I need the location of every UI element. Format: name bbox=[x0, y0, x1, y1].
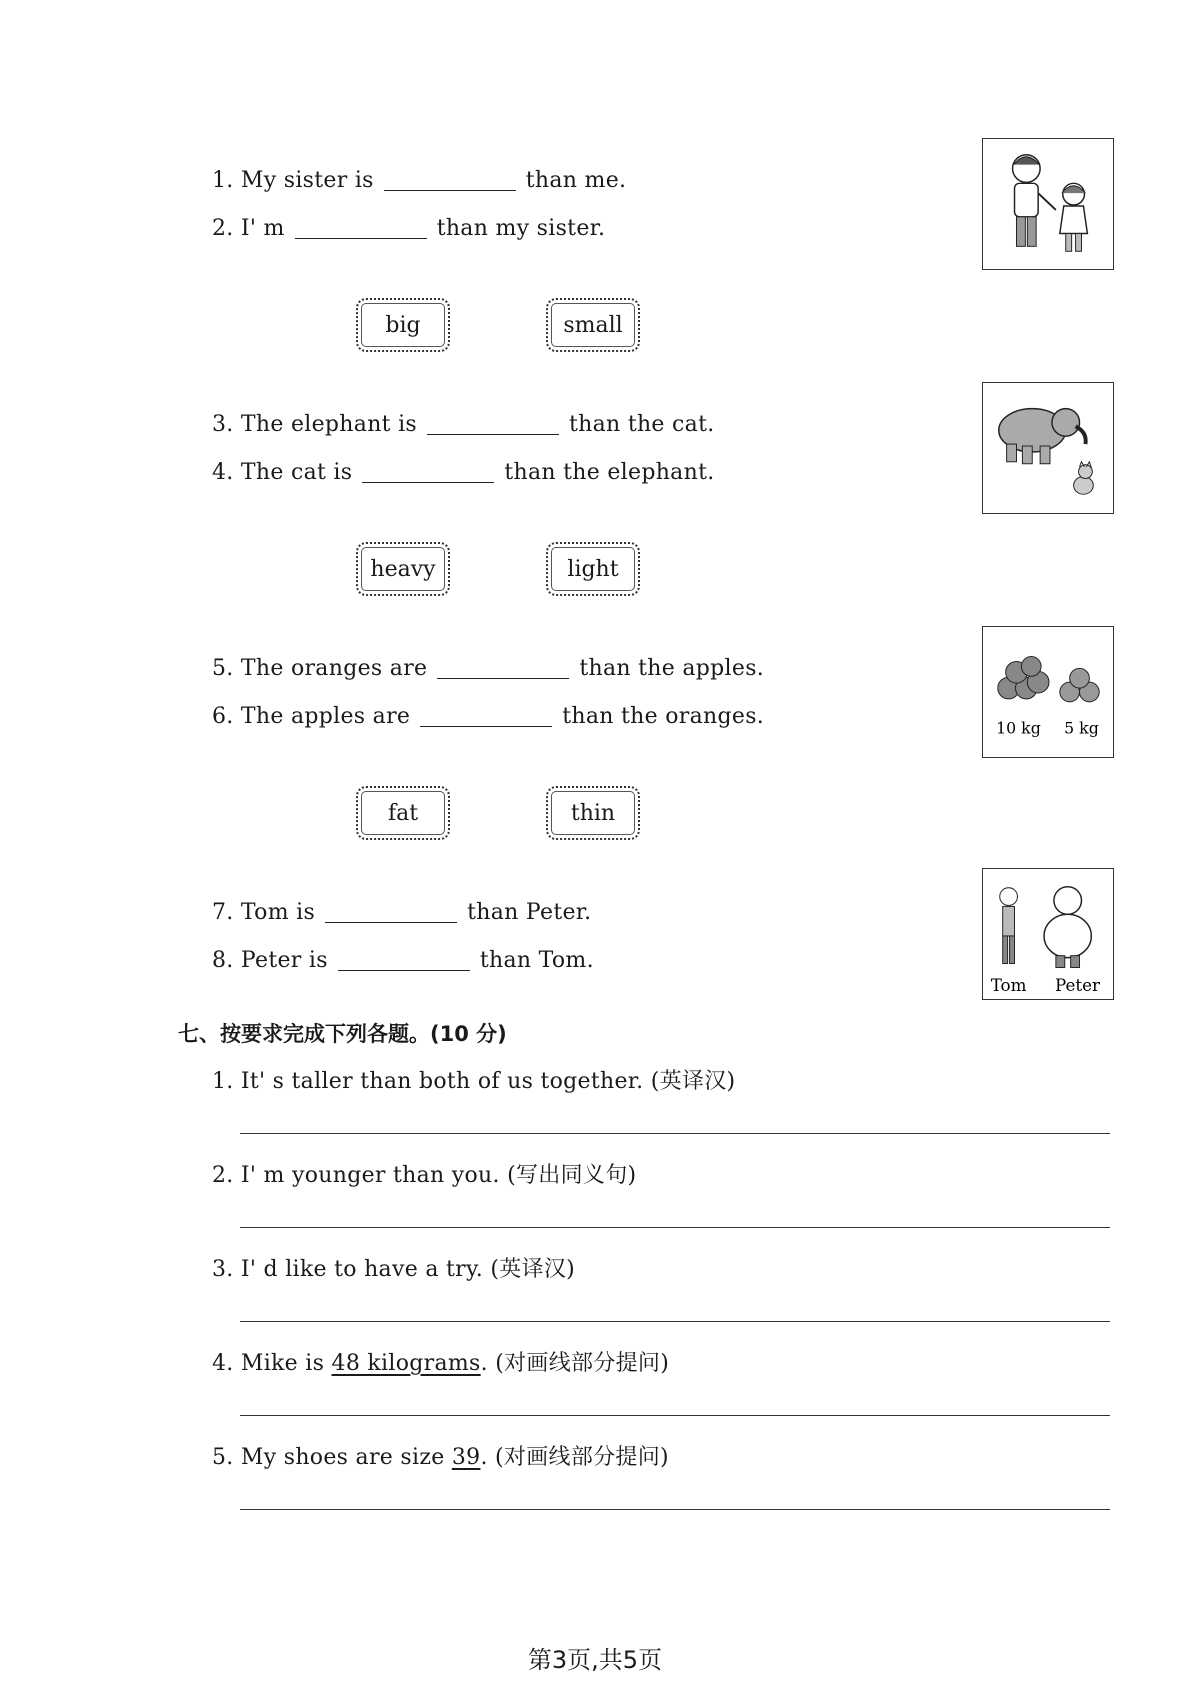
sentence-text: than me. bbox=[525, 168, 627, 193]
sentence-text: Peter is bbox=[240, 948, 328, 973]
word-option: fat bbox=[387, 800, 419, 826]
tom-peter-illustration bbox=[983, 869, 1113, 999]
sentence-text: Tom is bbox=[240, 900, 316, 925]
answer-line[interactable] bbox=[240, 1226, 1110, 1228]
answer-blank[interactable] bbox=[420, 725, 552, 727]
task-5 bbox=[212, 1440, 669, 1471]
children-picture bbox=[982, 138, 1114, 270]
word-box-big bbox=[356, 298, 450, 352]
answer-blank[interactable] bbox=[427, 433, 559, 435]
task-hint: (英译汉) bbox=[490, 1257, 576, 1282]
page-footer: 第3页,共5页 bbox=[527, 1646, 663, 1674]
person-label: Peter bbox=[1055, 975, 1101, 996]
item-number: 4. bbox=[212, 1351, 234, 1376]
animals-picture bbox=[982, 382, 1114, 514]
task-hint: (写出同义句) bbox=[507, 1163, 637, 1188]
answer-blank[interactable] bbox=[384, 189, 516, 191]
sentence-text: My sister is bbox=[240, 168, 374, 193]
answer-blank[interactable] bbox=[437, 677, 569, 679]
task-hint: (对画线部分提问) bbox=[495, 1351, 670, 1376]
word-box-fat bbox=[356, 786, 450, 840]
task-2 bbox=[212, 1158, 636, 1189]
sentence-text: than Tom. bbox=[479, 948, 594, 973]
sentence-5 bbox=[212, 656, 764, 681]
answer-line[interactable] bbox=[240, 1320, 1110, 1322]
sentence-text: The oranges are bbox=[240, 656, 428, 681]
sentence-text: The cat is bbox=[240, 460, 353, 485]
task-hint: (对画线部分提问) bbox=[495, 1445, 669, 1470]
sentence-text: than the cat. bbox=[569, 412, 715, 437]
item-number: 8. bbox=[212, 948, 234, 973]
sentence-4 bbox=[212, 460, 715, 485]
fruit-weight-label: 5 kg bbox=[1064, 718, 1099, 738]
item-number: 1. bbox=[212, 168, 234, 193]
task-text: I' m younger than you. bbox=[240, 1163, 500, 1188]
task-text: I' d like to have a try. bbox=[240, 1257, 484, 1282]
item-number: 5. bbox=[212, 656, 234, 681]
person-label: Tom bbox=[990, 975, 1027, 996]
sentence-text: than my sister. bbox=[436, 216, 606, 241]
sentence-1 bbox=[212, 168, 626, 193]
item-number: 6. bbox=[212, 704, 234, 729]
task-1 bbox=[212, 1064, 735, 1095]
fruit-picture bbox=[982, 626, 1114, 758]
word-option: heavy bbox=[370, 556, 436, 582]
people-picture bbox=[982, 868, 1114, 1000]
underlined-part: 48 kilograms bbox=[331, 1351, 481, 1376]
answer-line[interactable] bbox=[240, 1132, 1110, 1134]
sentence-6 bbox=[212, 704, 764, 729]
answer-line[interactable] bbox=[240, 1508, 1110, 1510]
answer-blank[interactable] bbox=[362, 481, 494, 483]
sentence-text: than the elephant. bbox=[504, 460, 715, 485]
answer-line[interactable] bbox=[240, 1414, 1110, 1416]
item-number: 5. bbox=[212, 1445, 234, 1470]
answer-blank[interactable] bbox=[295, 237, 427, 239]
sentence-2 bbox=[212, 216, 605, 241]
word-box-heavy bbox=[356, 542, 450, 596]
task-text: My shoes are size bbox=[240, 1445, 445, 1470]
task-4 bbox=[212, 1346, 669, 1377]
word-option: light bbox=[567, 556, 619, 582]
item-number: 2. bbox=[212, 216, 234, 241]
word-box-thin bbox=[546, 786, 640, 840]
underlined-part: 39 bbox=[451, 1445, 481, 1470]
item-number: 7. bbox=[212, 900, 234, 925]
fruit-weight-label: 10 kg bbox=[996, 718, 1041, 738]
sentence-text: than the oranges. bbox=[562, 704, 765, 729]
sentence-text: than the apples. bbox=[579, 656, 765, 681]
word-box-small bbox=[546, 298, 640, 352]
sentence-8 bbox=[212, 948, 594, 973]
task-3 bbox=[212, 1252, 575, 1283]
apples-oranges-illustration bbox=[983, 627, 1113, 757]
item-number: 3. bbox=[212, 412, 234, 437]
task-text: It' s taller than both of us together. bbox=[240, 1069, 644, 1094]
item-number: 2. bbox=[212, 1163, 234, 1188]
sentence-text: than Peter. bbox=[467, 900, 592, 925]
elephant-cat-illustration bbox=[983, 383, 1113, 513]
punctuation: . bbox=[480, 1351, 488, 1376]
section-7-title: 七、按要求完成下列各题。(10 分) bbox=[178, 1022, 507, 1046]
item-number: 1. bbox=[212, 1069, 234, 1094]
item-number: 3. bbox=[212, 1257, 234, 1282]
boy-girl-illustration bbox=[983, 139, 1113, 269]
answer-blank[interactable] bbox=[338, 969, 470, 971]
sentence-text: I' m bbox=[240, 216, 285, 241]
item-number: 4. bbox=[212, 460, 234, 485]
word-option: small bbox=[563, 312, 623, 338]
sentence-text: The elephant is bbox=[240, 412, 418, 437]
sentence-3 bbox=[212, 412, 715, 437]
task-hint: (英译汉) bbox=[650, 1069, 736, 1094]
sentence-text: The apples are bbox=[240, 704, 411, 729]
answer-blank[interactable] bbox=[325, 921, 457, 923]
word-option: thin bbox=[570, 800, 616, 826]
word-option: big bbox=[385, 312, 421, 338]
word-box-light bbox=[546, 542, 640, 596]
task-text: Mike is bbox=[240, 1351, 325, 1376]
sentence-7 bbox=[212, 900, 591, 925]
punctuation: . bbox=[480, 1445, 488, 1470]
